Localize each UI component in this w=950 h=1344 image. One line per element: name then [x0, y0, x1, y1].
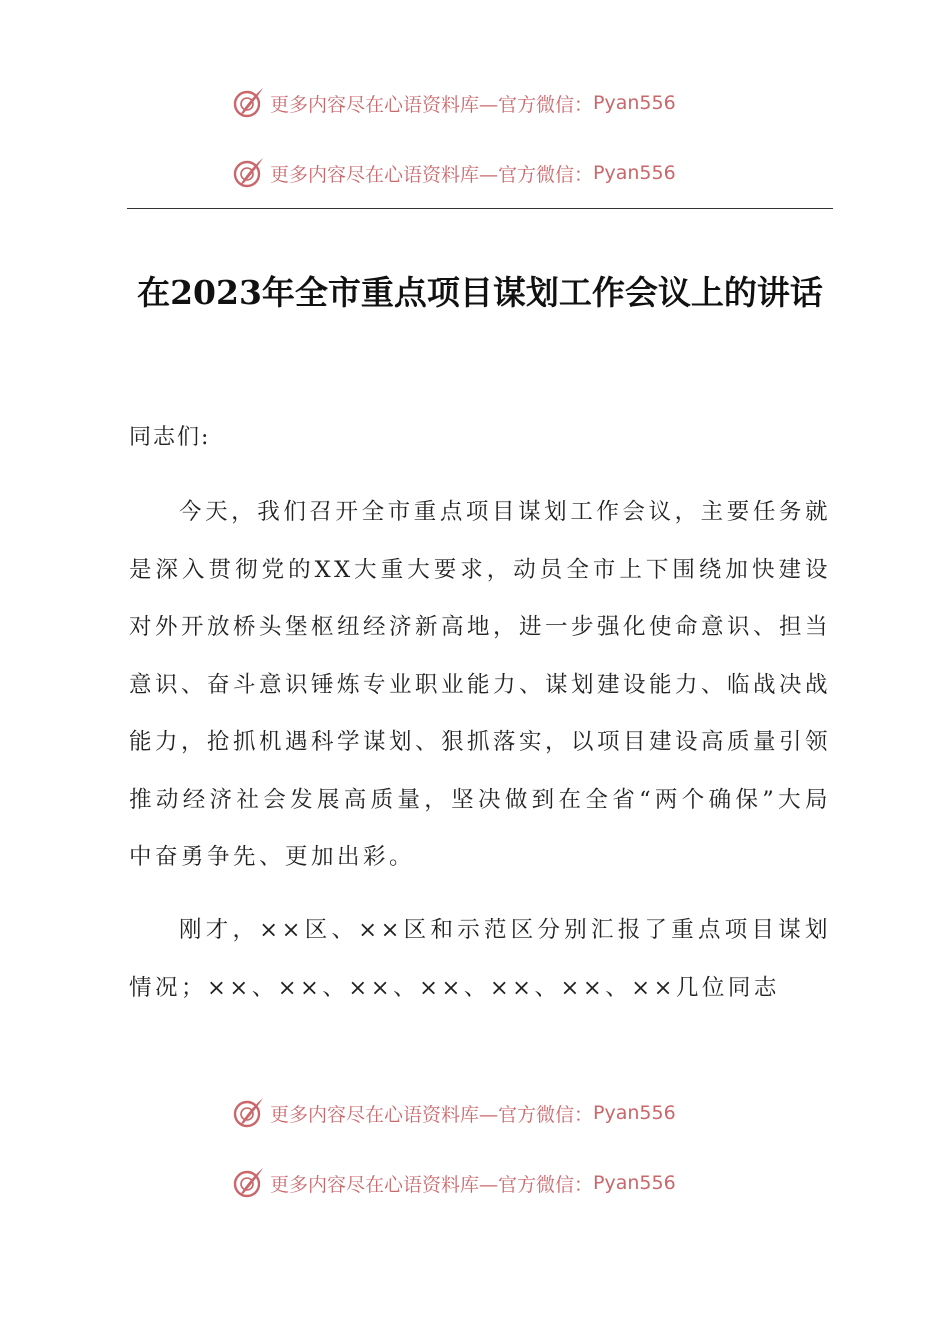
watermark-text: 更多内容尽在心语资料库—官方微信： — [270, 1103, 594, 1126]
watermark-banner-top-2 — [230, 153, 676, 193]
watermark-wechat-id: Pyan556 — [593, 162, 676, 184]
watermark-wechat-id: Pyan556 — [593, 92, 676, 114]
watermark-text: 更多内容尽在心语资料库—官方微信： — [270, 93, 594, 116]
quill-circle-logo-icon — [230, 85, 266, 121]
watermark-text: 更多内容尽在心语资料库—官方微信： — [270, 163, 594, 186]
document-title: 在2023年全市重点项目谋划工作会议上的讲话 — [137, 273, 823, 312]
paragraph: 刚才，××区、××区和示范区分别汇报了重点项目谋划情况；××、××、××、××、××、××、××几位同志 — [129, 917, 831, 1001]
quill-circle-logo-icon — [230, 1165, 266, 1201]
watermark-banner-bottom-1 — [230, 1093, 676, 1133]
watermark-text: 更多内容尽在心语资料库—官方微信： — [270, 1173, 594, 1196]
watermark-banner-top-1 — [230, 83, 676, 123]
paragraph: 今天，我们召开全市重点项目谋划工作会议，主要任务就是深入贯彻党的XX大重大要求，动员全市上下围绕加快建设对外开放桥头堡枢纽经济新高地，进一步强化使命意识、担当意识、奋斗意识锤炼专业职业能力、谋划建设能力、临战决战能力，抢抓机遇科学谋划、狠抓落实，以项目建设高质量引领推动经济社会发展高质量，坚决做到在全省“两个确保”大局中奋勇争先、更加出彩。 — [129, 499, 832, 870]
quill-circle-logo-icon — [230, 1095, 266, 1131]
quill-circle-logo-icon — [230, 155, 266, 191]
salutation: 同志们: — [129, 425, 211, 450]
watermark-banner-bottom-2 — [230, 1163, 676, 1203]
header-divider — [127, 208, 833, 209]
watermark-wechat-id: Pyan556 — [593, 1172, 676, 1194]
watermark-wechat-id: Pyan556 — [593, 1102, 676, 1124]
